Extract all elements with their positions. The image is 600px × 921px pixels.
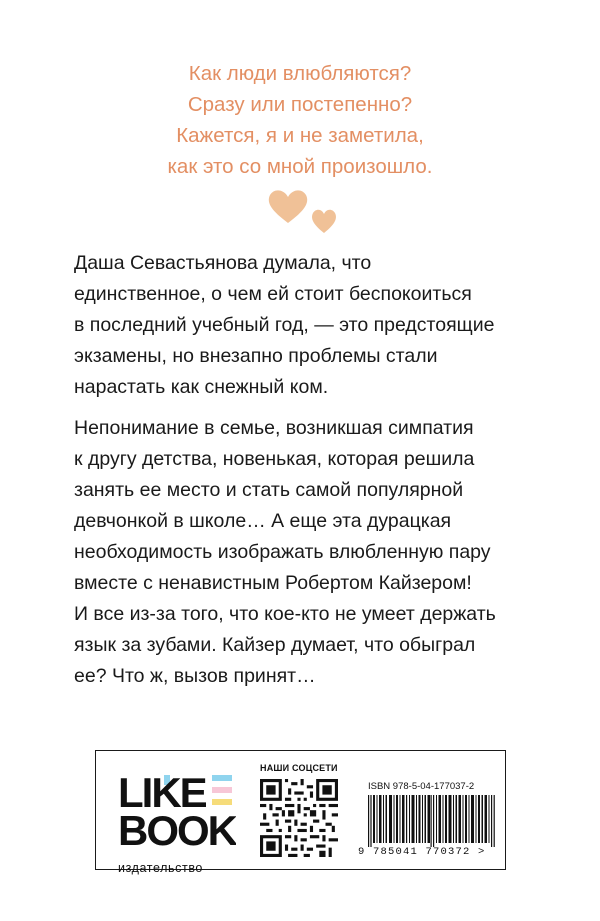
social-section [260,763,348,862]
likebook-logo-graphic [118,773,236,853]
tagline-line: Как люди влюбляются? [188,62,412,85]
text-line: вместе с ненавистным Робертом Кайзером! [74,572,472,594]
synopsis-paragraph-1 [74,248,534,403]
text-line: девчонкой в школе… А еще эта дурацкая [74,510,452,532]
synopsis-paragraph-2 [74,413,534,692]
text-line: Даша Севастьянова думала, что [74,252,372,274]
publisher-subtitle: издательство [118,861,203,875]
text-line: экзамены, но внезапно проблемы стали [74,345,438,367]
text-line: единственное, о чем ей стоит беспокоиться [74,283,472,305]
text-line: И все из-за того, что кое-кто не умеет держать [74,603,496,625]
text-line: ее? Что ж, вызов принят… [74,665,316,687]
qr-code-icon[interactable] [260,779,338,857]
text-line: язык за зубами. Кайзер думает, что обыграл [74,634,476,656]
tagline-line: Кажется, я и не заметила, [176,124,424,147]
likebook-logo [118,773,238,875]
isbn-label: ISBN 978-5-04-177037-2 [368,781,475,792]
logo-book-text: BOOK [118,807,236,853]
barcode-digits: 9 785041 770372 > [358,846,486,858]
text-line: занять ее место и стать самой популярной [74,479,464,501]
tagline-line: Сразу или постепенно? [187,93,413,116]
tagline [0,58,600,182]
logo-like-text: LIKE [118,773,206,816]
social-title: НАШИ СОЦСЕТИ [260,763,338,773]
text-line: необходимость изображать влюбленную пару [74,541,491,563]
publisher-footer-box [95,750,506,875]
text-line: к другу детства, новенькая, которая решила [74,448,475,470]
barcode-icon [368,795,496,847]
tagline-line: как это со мной произошло. [167,155,433,178]
text-line: в последний учебный год, — это предстоящие [74,314,495,336]
text-line: нарастать как снежный ком. [74,376,329,398]
two-hearts-icon [262,183,342,243]
text-line: Непонимание в семье, возникшая симпатия [74,417,474,439]
